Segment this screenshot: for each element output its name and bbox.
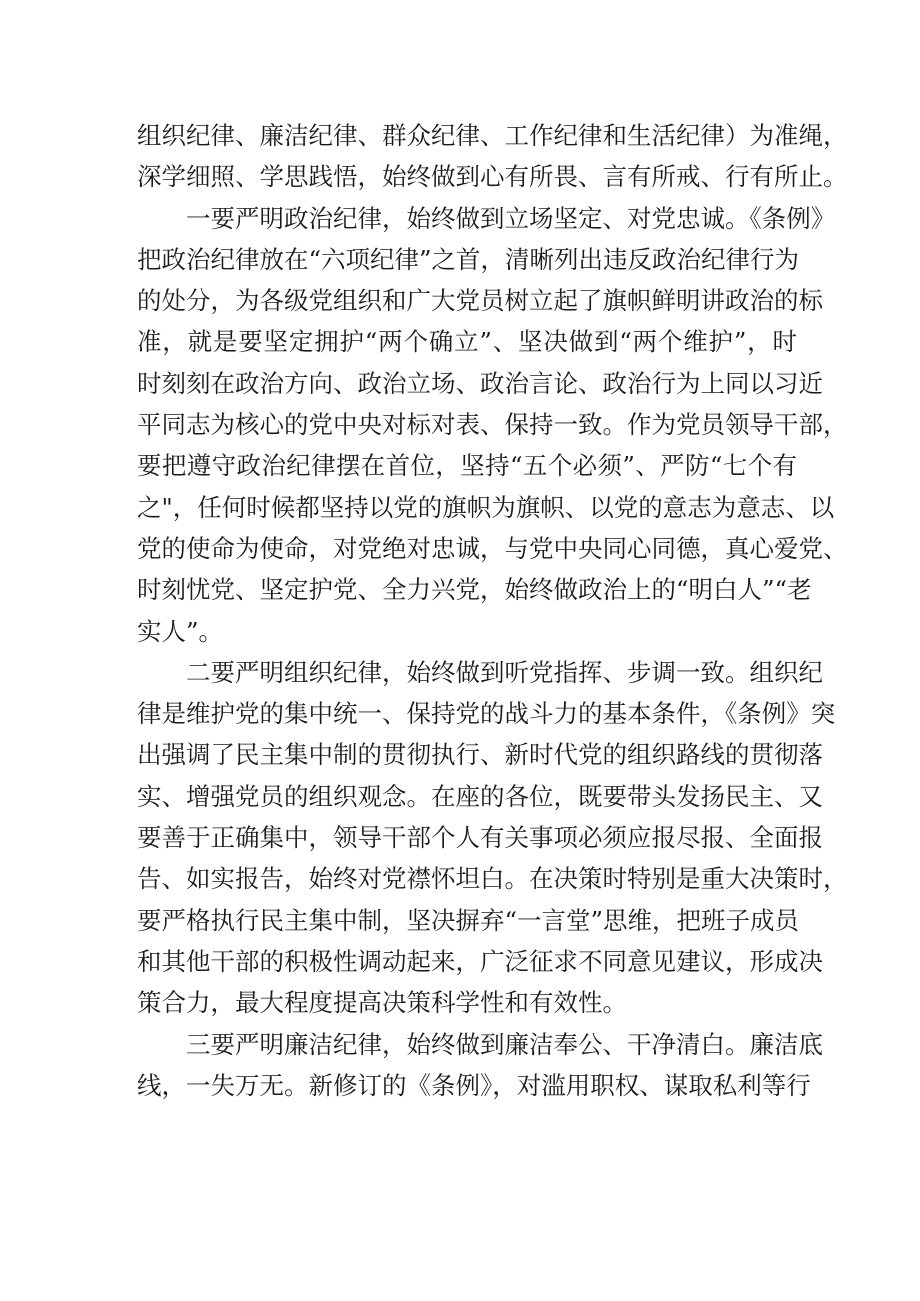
text-line: 的处分，为各级党组织和广大党员树立起了旗帜鲜明讲政治的标 bbox=[137, 286, 823, 316]
text-line: 时刻刻在政治方向、政治立场、政治言论、政治行为上同以习近 bbox=[137, 368, 823, 398]
text-line: 党的使命为使命，对党绝对忠诚，与党中央同心同德，真心爱党、 bbox=[137, 533, 848, 563]
document-body bbox=[137, 115, 848, 1106]
text-line: 组织纪律、廉洁纪律、群众纪律、工作纪律和生活纪律）为准绳， bbox=[137, 121, 848, 150]
text-line: 深学细照、学思践悟，始终做到心有所畏、言有所戒、行有所止。 bbox=[137, 162, 848, 192]
text-line: 时刻忧党、坚定护党、全力兴党，始终做政治上的“明白人”“老 bbox=[137, 575, 812, 605]
text-line: 告、如实报告，始终对党襟怀坦白。在决策时特别是重大决策时， bbox=[137, 864, 848, 894]
text-line: 实、增强党员的组织观念。在座的各位，既要带头发扬民主、又 bbox=[137, 781, 823, 811]
text-line: 要善于正确集中，领导干部个人有关事项必须应报尽报、全面报 bbox=[137, 823, 823, 853]
text-line: 和其他干部的积极性调动起来，广泛征求不同意见建议，形成决 bbox=[137, 946, 823, 976]
text-line: 二要严明组织纪律，始终做到听党指挥、步调一致。组织纪 bbox=[186, 657, 823, 687]
text-line: 一要严明政治纪律，始终做到立场坚定、对党忠诚。《条例》 bbox=[186, 203, 836, 233]
text-line: 把政治纪律放在“六项纪律”之首，清晰列出违反政治纪律行为 bbox=[137, 244, 800, 274]
text-line: 律是维护党的集中统一、保持党的战斗力的基本条件，《条例》突 bbox=[137, 699, 836, 729]
text-line: 要严格执行民主集中制，坚决摒弃“一言堂”思维，把班子成员 bbox=[137, 905, 800, 935]
text-line: 出强调了民主集中制的贯彻执行、新时代党的组织路线的贯彻落 bbox=[137, 740, 823, 770]
text-line: 策合力，最大程度提高决策科学性和有效性。 bbox=[137, 988, 627, 1018]
text-line: 线，一失万无。新修订的《条例》，对滥用职权、谋取私利等行 bbox=[137, 1070, 811, 1100]
text-line: 准，就是要坚定拥护“两个确立”、坚决做到“两个维护”，时 bbox=[137, 327, 797, 357]
text-line: 之"，任何时候都坚持以党的旗帜为旗帜、以党的意志为意志、以 bbox=[137, 492, 835, 522]
text-line: 实人”。 bbox=[137, 616, 224, 646]
text-line: 要把遵守政治纪律摆在首位，坚持“五个必须”、严防“七个有 bbox=[137, 451, 797, 481]
text-line: 三要严明廉洁纪律，始终做到廉洁奉公、干净清白。廉洁底 bbox=[186, 1029, 823, 1059]
text-line: 平同志为核心的党中央对标对表、保持一致。作为党员领导干部， bbox=[137, 410, 848, 440]
